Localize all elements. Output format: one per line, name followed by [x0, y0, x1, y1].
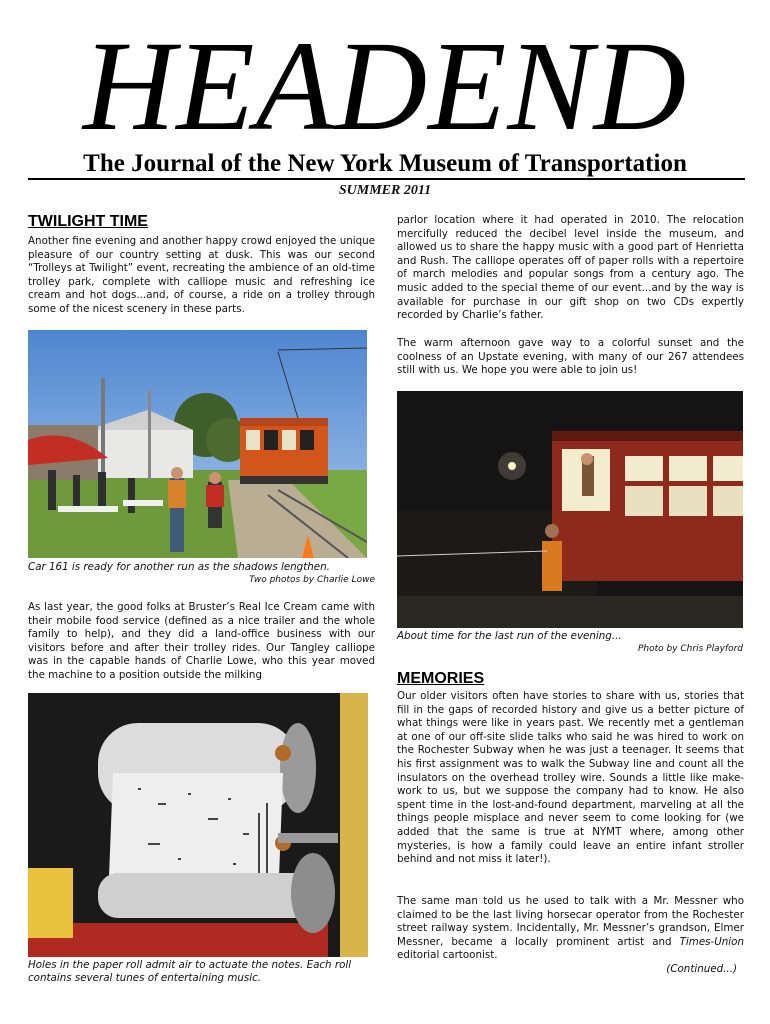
photo-car-161-caption: Car 161 is ready for another run as the shadows lengthen. [28, 561, 330, 573]
photo-last-run [397, 391, 743, 628]
masthead-title: HEADEND [82, 15, 688, 157]
memories-paragraph-2-start: The same man told us he used to talk with a Mr. Messner who claimed to be the last living horsecar operator from the Rochester street railway system. Incidentally, Mr. Messner’s grandson, Elmer Messner, became a locally prominent artist and [397, 895, 744, 948]
continued-note: (Continued...) [666, 963, 737, 975]
memories-paragraph-2-end: editorial cartoonist. [397, 949, 498, 962]
photo-calliope-roll [28, 693, 368, 957]
times-union-title: Times-Union [679, 935, 744, 948]
photo-car-161-credit: Two photos by Charlie Lowe [249, 575, 375, 585]
photo-car-161 [28, 330, 367, 558]
twilight-paragraph-1: Another fine evening and another happy crowd enjoyed the unique pleasure of our country setting at dusk. This was our second “Trolleys at Twilight” event, recreating the ambience of an old-time trolley park, complete with calliope music and refreshing ice cream and hot dogs...and, of course, a ride on a trolley through some of the nicest scenery in these parts. [28, 235, 375, 315]
photo-last-run-caption: About time for the last run of the evening... [397, 630, 622, 642]
memories-paragraph-2 [397, 895, 744, 963]
memories-heading: MEMORIES [397, 670, 485, 687]
issue-label: SUMMER 2011 [338, 183, 432, 198]
photo-last-run-credit: Photo by Chris Playford [637, 644, 743, 654]
twilight-paragraph-3: parlor location where it had operated in 2010. The relocation mercifully reduced the decibel level inside the museum, and allowed us to share the happy music with a good part of Henrietta and Rush. The calliope operates off of paper rolls with a repertoire of march melodies and popular songs from a century ago. The music added to the special theme of our event...and by the way is available for purchase in our gift shop on two CDs expertly recorded by Charlie’s father. [397, 214, 744, 322]
journal-subtitle: The Journal of the New York Museum of Transportation [83, 150, 687, 177]
twilight-heading: TWILIGHT TIME [28, 213, 148, 230]
twilight-paragraph-2: As last year, the good folks at Bruster’s Real Ice Cream came with their mobile food service (defined as a nice trailer and the whole family to help), and they did a land-office business with our visitors before and after their trolley rides. Our Tangley calliope was in the capable hands of Charlie Lowe, who this year moved the machine to a position outside the milking [28, 601, 375, 681]
twilight-paragraph-4: The warm afternoon gave way to a colorful sunset and the coolness of an Upstate evening, with many of our 267 attendees still with us. We hope you were able to join us! [397, 337, 744, 377]
memories-paragraph-1: Our older visitors often have stories to share with us, stories that fill in the gaps of recorded history and give us a better picture of what things were like in years past. We recently met a gentleman at one of our off-site slide talks who said he was hired to work on the Rochester Subway when he was just a teenager. It seems that his first assignment was to walk the Subway line and count all the insulators on the overhead trolley wire. Sounds a little like make-work to us, but we suppose the company had to know. He also spent time in the lost-and-found department, marveling at all the things people misplace and never seem to come looking for (we added that the same is true at NYMT where, among other mysteries, is how a family could leave an entire infant stroller behind and not miss it later!). [397, 690, 744, 866]
photo-calliope-caption: Holes in the paper roll admit air to actuate the notes. Each roll contains several tunes of entertaining music. [28, 959, 352, 984]
masthead-rule [28, 178, 745, 180]
